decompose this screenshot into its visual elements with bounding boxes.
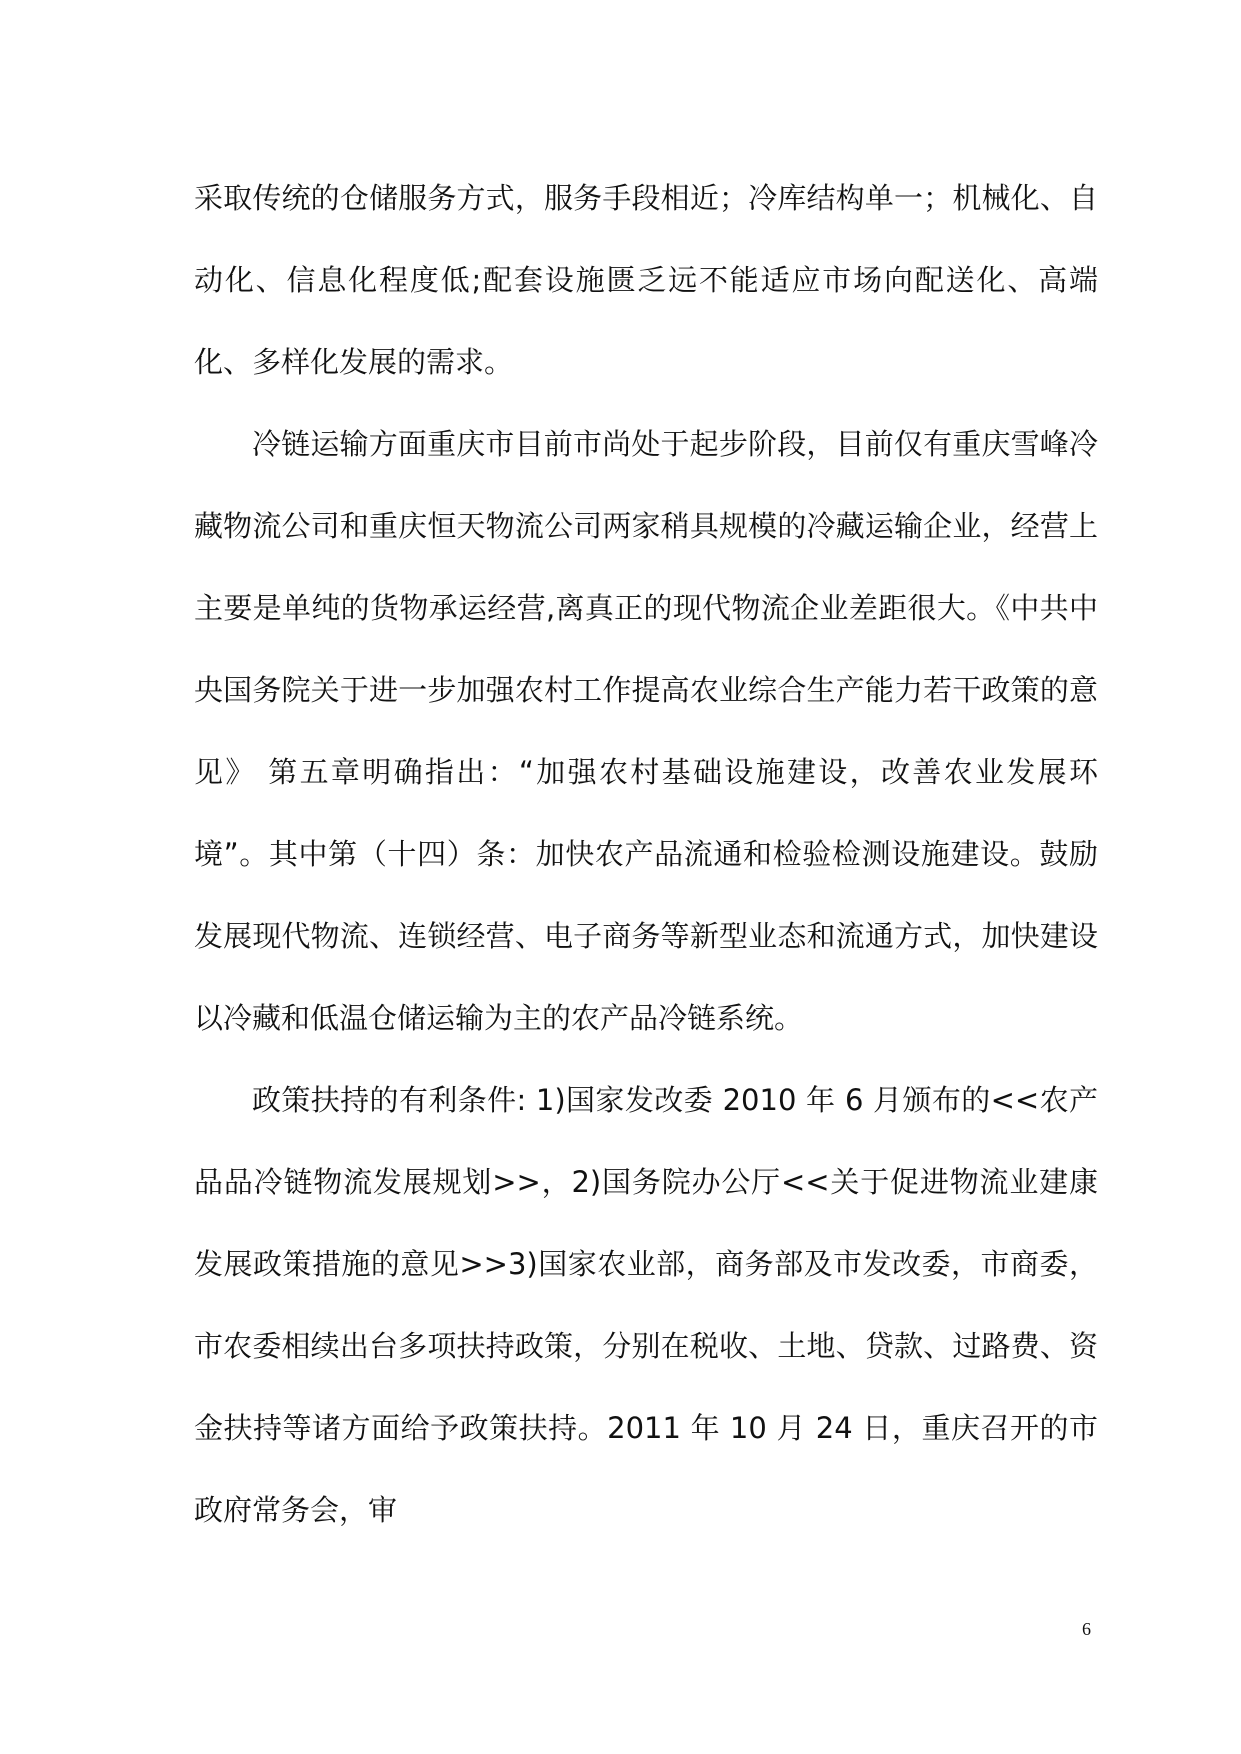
page-number: 6 bbox=[1082, 1619, 1091, 1639]
body-text bbox=[194, 157, 1098, 1551]
paragraph-policy-support: 政策扶持的有利条件: 1)国家发改委 2010 年 6 月颁布的<<农产品品冷链物流发展规划>>，2)国务院办公厅<<关于促进物流业建康发展政策措施的意见>>3)国家农业部，商务部及市发改委，市商委，市农委相续出台多项扶持政策，分别在税收、土地、贷款、过路费、资金扶持等诸方面给予政策扶持。2011 年 10 月 24 日，重庆召开的市政府常务会，审 bbox=[194, 1083, 1098, 1527]
paragraph-cold-chain-transport: 冷链运输方面重庆市目前市尚处于起步阶段，目前仅有重庆雪峰冷藏物流公司和重庆恒天物流公司两家稍具规模的冷藏运输企业，经营上主要是单纯的货物承运经营,离真正的现代物流企业差距很大。《中共中央国务院关于进一步加强农村工作提高农业综合生产能力若干政策的意见》 第五章明确指出：“加强农村基础设施建设，改善农业发展环境”。其中第（十四）条：加快农产品流通和检验检测设施建设。鼓励发展现代物流、连锁经营、电子商务等新型业态和流通方式，加快建设以冷藏和低温仓储运输为主的农产品冷链系统。 bbox=[194, 427, 1098, 1035]
paragraph-warehousing: 采取传统的仓储服务方式，服务手段相近；冷库结构单一；机械化、自动化、信息化程度低;配套设施匮乏远不能适应市场向配送化、高端化、多样化发展的需求。 bbox=[194, 181, 1098, 379]
